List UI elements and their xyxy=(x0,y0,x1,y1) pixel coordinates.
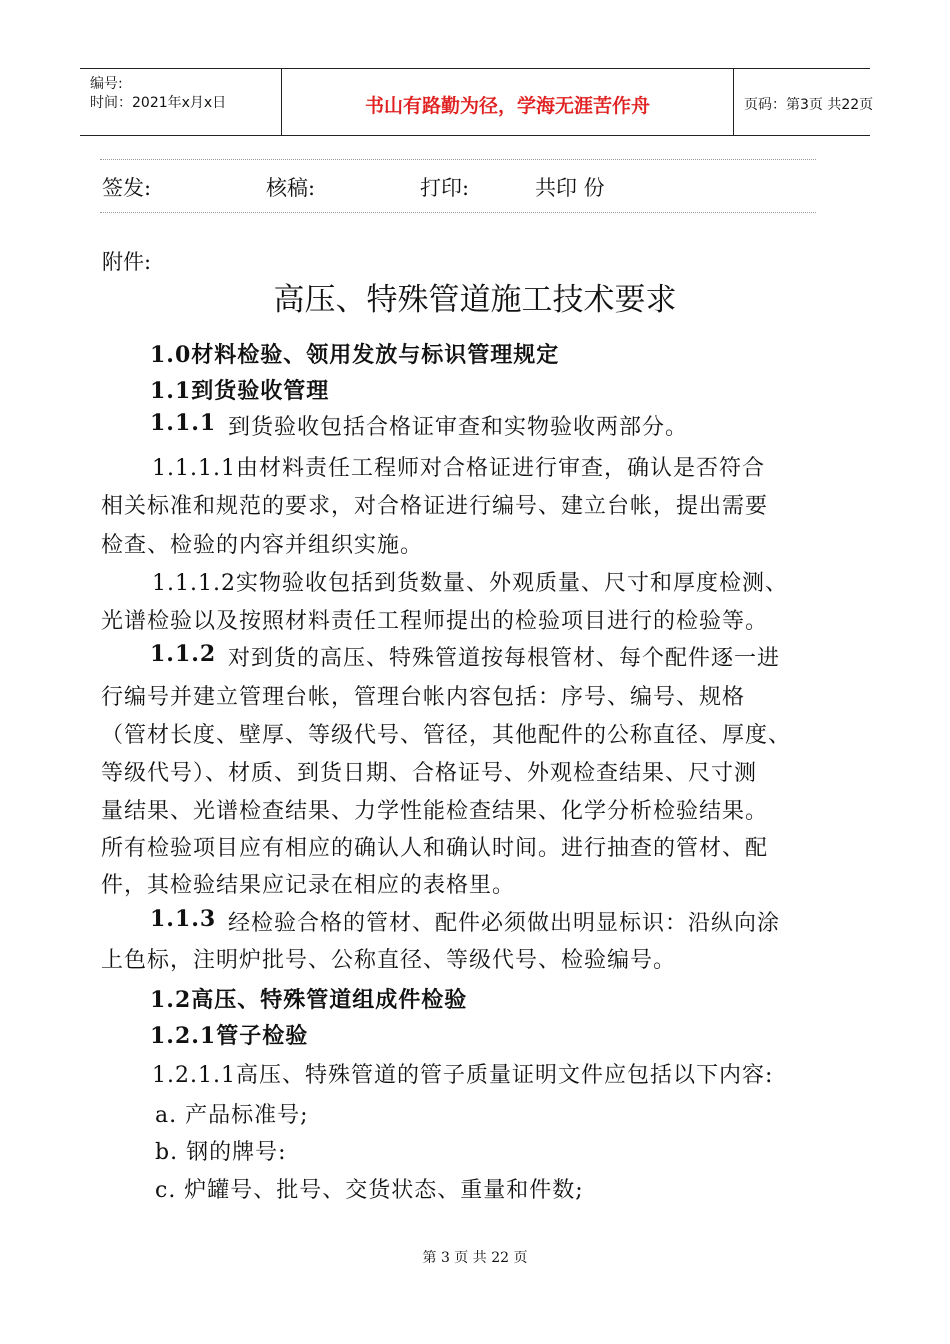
paragraph-line: 检查、检验的内容并组织实施。 xyxy=(101,533,424,558)
header-meta-cell xyxy=(80,69,282,135)
paragraph-line: 等级代号）、材质、到货日期、合格证号、外观检查结果、尺寸测 xyxy=(101,761,758,786)
paragraph-line: 1.2.1.1高压、特殊管道的管子质量证明文件应包括以下内容: xyxy=(152,1063,774,1088)
divider-bottom xyxy=(100,212,816,213)
paragraph-line: 1.1.1.2实物验收包括到货数量、外观质量、尺寸和厚度检测、 xyxy=(152,571,788,596)
paragraph-line: 1.1.1.1由材料责任工程师对合格证进行审查，确认是否符合 xyxy=(152,456,765,481)
divider-top xyxy=(100,159,816,160)
heading-1-2-1: 1.2.1管子检验 xyxy=(150,1023,309,1049)
sign-issue: 签发: xyxy=(102,176,152,200)
clause-number-1-1-3: 1.1.3 xyxy=(150,906,217,932)
header-page-cell xyxy=(734,69,874,135)
header-motto-cell xyxy=(282,69,734,135)
page-footer: 第 3 页 共 22 页 xyxy=(422,1250,528,1266)
page-code: 页码：第3页 共22页 xyxy=(744,97,874,113)
heading-1-1: 1.1到货验收管理 xyxy=(150,378,330,404)
clause-number-1-1-2: 1.1.2 xyxy=(150,641,217,667)
paragraph-line: 到货验收包括合格证审查和实物验收两部分。 xyxy=(228,415,689,440)
paragraph-line: 光谱检验以及按照材料责任工程师提出的检验项目进行的检验等。 xyxy=(101,609,769,634)
sign-print: 打印: xyxy=(420,176,470,200)
paragraph-line: （管材长度、壁厚、等级代号、管径，其他配件的公称直径、厚度、 xyxy=(101,723,792,748)
heading-1-0: 1.0材料检验、领用发放与标识管理规定 xyxy=(150,342,560,368)
paragraph-line: 行编号并建立管理台帐，管理台帐内容包括：序号、编号、规格 xyxy=(101,685,746,710)
header-table xyxy=(80,68,874,136)
paragraph-line: 相关标准和规范的要求，对合格证进行编号、建立台帐，提出需要 xyxy=(101,494,769,519)
list-item-b: b. 钢的牌号: xyxy=(155,1140,287,1165)
sign-review: 核稿: xyxy=(266,176,316,200)
paragraph-line: 件，其检验结果应记录在相应的表格里。 xyxy=(101,873,516,898)
list-item-a: a. 产品标准号; xyxy=(155,1103,309,1128)
motto: 书山有路勤为径，学海无涯苦作舟 xyxy=(364,95,650,117)
number-label: 编号: xyxy=(90,76,123,92)
paragraph-line: 经检验合格的管材、配件必须做出明显标识：沿纵向涂 xyxy=(228,911,781,936)
paragraph-line: 上色标，注明炉批号、公称直径、等级代号、检验编号。 xyxy=(101,948,677,973)
paragraph-line: 对到货的高压、特殊管道按每根管材、每个配件逐一进 xyxy=(228,646,781,671)
time-label: 时间：2021年x月x日 xyxy=(90,95,227,111)
clause-number-1-1-1: 1.1.1 xyxy=(150,410,217,436)
document-title: 高压、特殊管道施工技术要求 xyxy=(273,282,677,318)
paragraph-line: 量结果、光谱检查结果、力学性能检查结果、化学分析检验结果。 xyxy=(101,799,769,824)
list-item-c: c. 炉罐号、批号、交货状态、重量和件数; xyxy=(155,1178,584,1203)
heading-1-2: 1.2高压、特殊管道组成件检验 xyxy=(150,987,468,1013)
sign-copies: 共印 份 xyxy=(535,176,605,200)
attachment-label: 附件: xyxy=(102,250,152,274)
paragraph-line: 所有检验项目应有相应的确认人和确认时间。进行抽查的管材、配 xyxy=(101,836,769,861)
